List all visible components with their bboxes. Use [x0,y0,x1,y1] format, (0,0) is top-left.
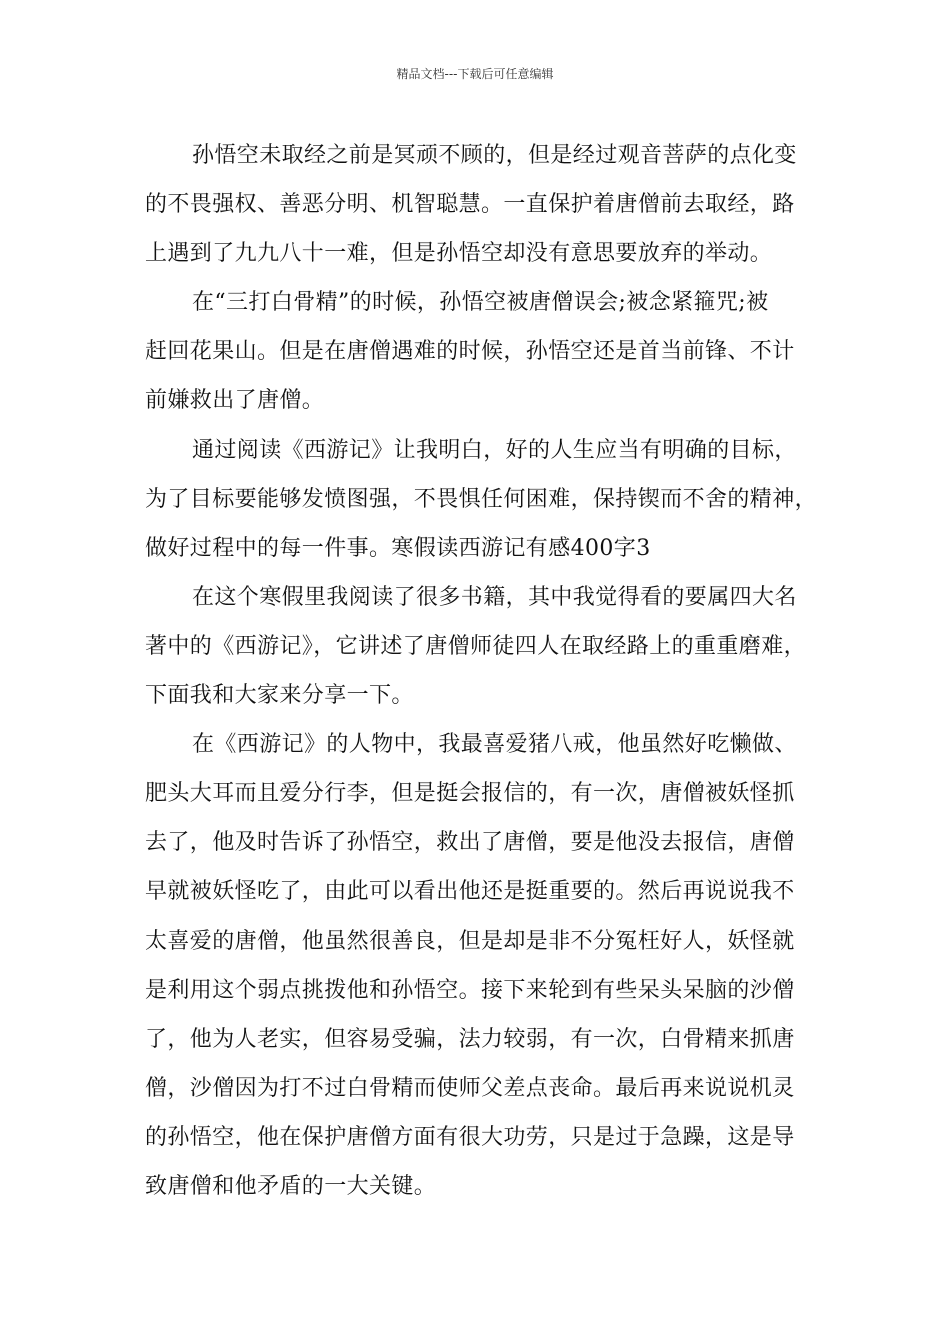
paragraph-3-line-1: 通过阅读《西游记》让我明白，好的人生应当有明确的目标， [192,437,797,463]
paragraph-3-line-3: 做好过程中的每一件事。寒假读西游记有感400字3 [145,535,651,561]
paragraph-5-line-4: 早就被妖怪吃了，由此可以看出他还是挺重要的。然后再说说我不 [145,879,795,905]
paragraph-5-line-8: 僧，沙僧因为打不过白骨精而使师父差点丧命。最后再来说说机灵 [145,1075,795,1101]
paragraph-5-line-9: 的孙悟空，他在保护唐僧方面有很大功劳，只是过于急躁，这是导 [145,1124,795,1150]
paragraph-4-line-3: 下面我和大家来分享一下。 [145,683,414,709]
paragraph-3-line-2: 为了目标要能够发愤图强，不畏惧任何困难，保持锲而不舍的精神， [145,486,818,512]
paragraph-1-line-3: 上遇到了九九八十一难，但是孙悟空却没有意思要放弃的举动。 [145,241,773,267]
paragraph-4-line-2: 著中的《西游记》，它讲述了唐僧师徒四人在取经路上的重重磨难， [145,633,807,659]
paragraph-5-line-1: 在《西游记》的人物中，我最喜爱猪八戒，他虽然好吃懒做、 [192,732,797,758]
paragraph-5-line-6: 是利用这个弱点挑拨他和孙悟空。接下来轮到有些呆头呆脑的沙僧 [145,977,795,1003]
paragraph-1-line-1: 孙悟空未取经之前是冥顽不顾的，但是经过观音菩萨的点化变 [192,143,797,168]
paragraph-4-line-1: 在这个寒假里我阅读了很多书籍，其中我觉得看的要属四大名 [192,584,797,610]
paragraph-5-line-3: 去了，他及时告诉了孙悟空，救出了唐僧，要是他没去报信，唐僧 [145,830,795,856]
paragraph-5-line-2: 肥头大耳而且爱分行李，但是挺会报信的，有一次，唐僧被妖怪抓 [145,781,795,807]
paragraph-2-line-1: 在“三打白骨精”的时候，孙悟空被唐僧误会;被念紧箍咒;被 [192,290,769,316]
paragraph-1-line-2: 的不畏强权、善恶分明、机智聪慧。一直保护着唐僧前去取经，路 [145,192,795,218]
paragraph-5-line-10: 致唐僧和他矛盾的一大关键。 [145,1173,437,1199]
paragraph-5-line-7: 了，他为人老实，但容易受骗，法力较弱，有一次，白骨精来抓唐 [145,1026,795,1052]
page-header: 精品文档---下载后可任意编辑 [396,67,554,81]
paragraph-5-line-5: 太喜爱的唐僧，他虽然很善良，但是却是非不分冤枉好人，妖怪就 [145,928,795,954]
paragraph-2-line-3: 前嫌救出了唐僧。 [145,388,325,414]
document-body [145,131,818,1211]
paragraph-2-line-2: 赶回花果山。但是在唐僧遇难的时候，孙悟空还是首当前锋、不计 [145,339,795,365]
